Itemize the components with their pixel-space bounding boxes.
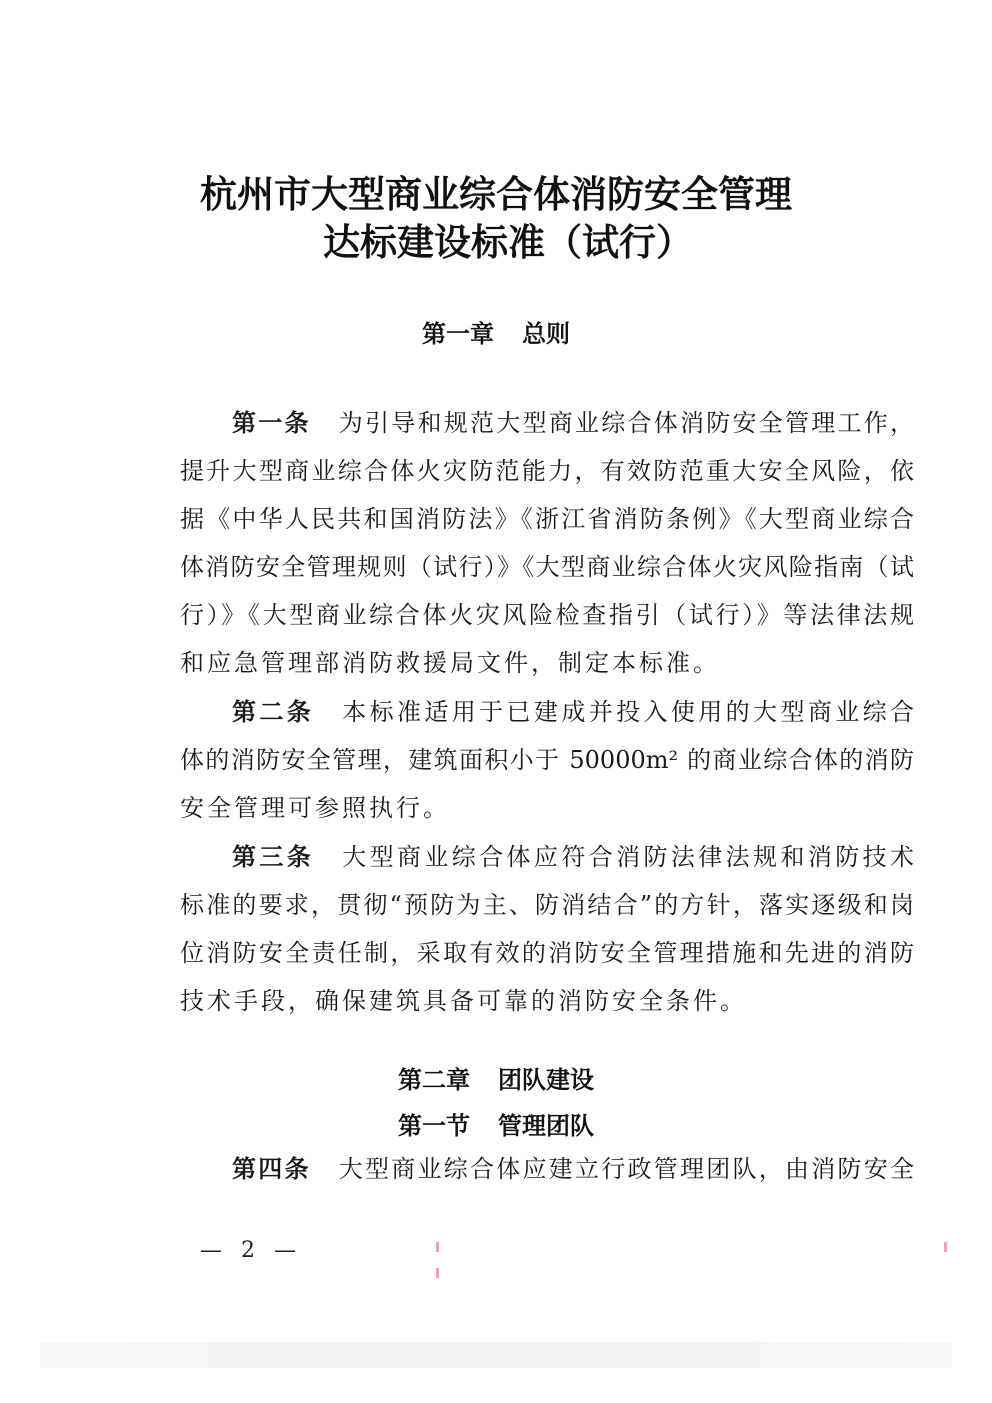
section1-name: 管理团队 (498, 1112, 594, 1140)
chapter2-heading (0, 1060, 992, 1095)
document-title-line1: 杭州市大型商业综合体消防安全管理 (200, 173, 792, 216)
article3-line1: 第三条 大型商业综合体应符合消防法律法规和消防技术 (232, 843, 915, 871)
section1-heading (0, 1106, 992, 1141)
chapter2-name: 团队建设 (498, 1066, 594, 1094)
article2-line1: 第二条 本标准适用于已建成并投入使用的大型商业综合 (232, 698, 915, 726)
chapter1-heading (0, 314, 992, 349)
scan-artifact-mark (436, 1242, 439, 1252)
article1-line5: 行）》《大型商业综合体火灾风险检查指引（试行）》等法律法规 (180, 601, 914, 629)
article3-label: 第三条 (232, 843, 315, 871)
article2-line2: 体的消防安全管理，建筑面积小于 50000m² 的商业综合体的消防 (180, 746, 914, 774)
article1-label: 第一条 (232, 409, 311, 437)
scan-artifact-mark (436, 1268, 439, 1278)
chapter1-number: 第一章 (422, 320, 494, 348)
section1-number: 第一节 (398, 1112, 470, 1140)
article3-line4: 技术手段，确保建筑具备可靠的消防安全条件。 (180, 987, 747, 1015)
scan-artifact-bar (40, 1342, 952, 1368)
article4-line1: 第四条 大型商业综合体应建立行政管理团队，由消防安全 (232, 1155, 914, 1183)
article2-line3: 安全管理可参照执行。 (180, 794, 450, 822)
article1-line4: 体消防安全管理规则（试行）》《大型商业综合体火灾风险指南（试 (180, 553, 914, 581)
chapter2-number: 第二章 (398, 1066, 470, 1094)
scan-artifact-mark (944, 1242, 947, 1252)
article2-label: 第二条 (232, 698, 315, 726)
article3-line2: 标准的要求，贯彻“预防为主、防消结合”的方针，落实逐级和岗 (180, 891, 914, 919)
article1-line3: 据《中华人民共和国消防法》《浙江省消防条例》《大型商业综合 (180, 505, 914, 533)
article1-line1: 第一条 为引导和规范大型商业综合体消防安全管理工作， (232, 409, 914, 437)
article3-line3: 位消防安全责任制，采取有效的消防安全管理措施和先进的消防 (180, 939, 914, 967)
chapter1-name: 总则 (522, 320, 570, 348)
article1-line6: 和应急管理部消防救援局文件，制定本标准。 (180, 649, 720, 677)
article4-label: 第四条 (232, 1155, 311, 1183)
article1-line2: 提升大型商业综合体火灾防范能力，有效防范重大安全风险，依 (180, 457, 914, 485)
page-number: — 2 — (200, 1238, 302, 1263)
document-title-line2: 达标建设标准（试行） (323, 221, 693, 264)
